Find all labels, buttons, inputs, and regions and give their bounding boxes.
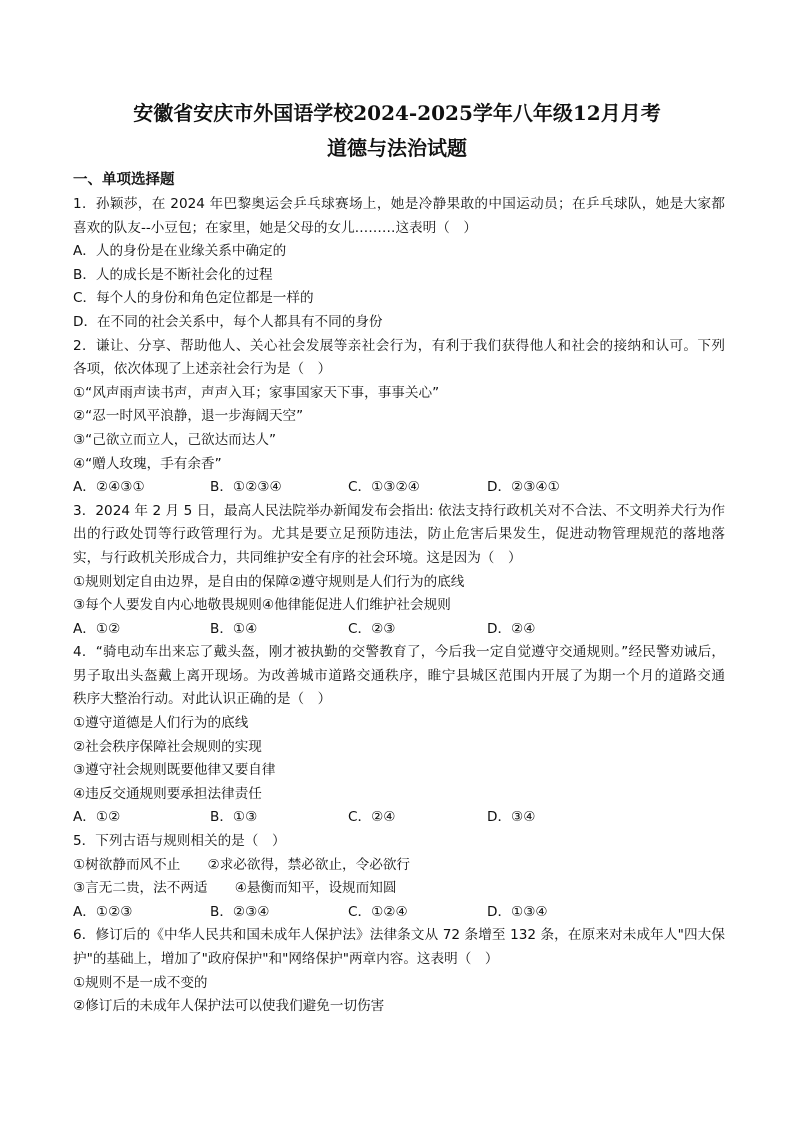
section-heading: 一、单项选择题 [73, 171, 175, 188]
question-stem-line: 实，与行政机关形成合力，共同维护安全有序的社会环境。这是因为（ ） [73, 549, 522, 566]
answer-option: C．①②④ [348, 903, 408, 920]
question-stem-line: 2．谦让、分享、帮助他人、关心社会发展等亲社会行为，有利于我们获得他人和社会的接纳和认可。下列 [73, 337, 725, 354]
question-item: B．人的成长是不断社会化的过程 [73, 266, 273, 283]
exam-subtitle: 道德与法治试题 [327, 136, 467, 160]
answer-option: A．①② [73, 620, 121, 637]
question-item: ①遵守道德是人们行为的底线 [73, 715, 249, 732]
question-item: ①规则划定自由边界，是自由的保障②遵守规则是人们行为的底线 [73, 573, 465, 590]
question-stem-line: 出的行政处罚等行政管理行为。尤其是要立足预防违法，防止危害后果发生，促进动物管理规范的落地落 [73, 526, 725, 543]
question-item: D．在不同的社会关系中，每个人都具有不同的身份 [73, 313, 383, 330]
answer-option: A．②④③① [73, 479, 145, 496]
exam-title: 安徽省安庆市外国语学校2024-2025学年八年级12月月考 [133, 101, 661, 125]
question-item: ③言无二贵，法不两适 ④悬衡而知平，设规而知圆 [73, 880, 397, 897]
answer-option: C．②④ [348, 809, 396, 826]
answer-options [73, 476, 725, 500]
question-item: ③每个人要发自内心地敬畏规则④他律能促进人们维护社会规则 [73, 597, 451, 614]
question-stem-line: 护"的基础上，增加了"政府保护"和"网络保护"两章内容。这表明（ ） [73, 951, 499, 967]
answer-option: C．①③②④ [348, 479, 420, 496]
question-item: C．每个人的身份和角色定位都是一样的 [73, 290, 314, 307]
question-stem-line: 男子取出头盔戴上离开现场。为改善城市道路交通秩序，睢宁县城区范围内开展了为期一个月的道路交通 [73, 667, 725, 684]
question-stem-line: 4．“骑电动车出来忘了戴头盔，刚才被执勤的交警教育了，今后我一定自觉遵守交通规则。”经民警劝诫后， [73, 644, 725, 661]
question-3 [73, 500, 725, 642]
question-item: ②社会秩序保障社会规则的实现 [73, 738, 262, 755]
answer-option: B．①④ [210, 620, 258, 637]
question-2 [73, 335, 725, 500]
question-stem-line: 5．下列古语与规则相关的是（ ） [73, 833, 286, 850]
question-6 [73, 924, 725, 1018]
question-stem-line: 3．2024 年 2 月 5 日，最高人民法院举办新闻发布会指出: 依法支持行政机关对不合法、不文明养犬行为作 [73, 502, 725, 519]
answer-option: D．②④ [487, 620, 536, 637]
answer-option: B．①③ [210, 809, 258, 826]
question-item: A．人的身份是在业缘关系中确定的 [73, 243, 287, 260]
question-item: ③“己欲立而立人，己欲达而达人” [73, 431, 276, 448]
question-stem-line: 6．修订后的《中华人民共和国未成年人保护法》法律条文从 72 条增至 132 条，在原来对未成年人"四大保 [73, 927, 725, 944]
question-4 [73, 641, 725, 830]
question-item: ②“忍一时风平浪静，退一步海阔天空” [73, 408, 304, 425]
question-item: ④“赠人玫瑰，手有余香” [73, 455, 222, 472]
question-stem-line: 1．孙颖莎，在 2024 年巴黎奥运会乒乓球赛场上，她是冷静果敢的中国运动员；在乒乓球队，她是大家都 [73, 196, 725, 212]
question-stem-line: 各项，依次体现了上述亲社会行为是（ ） [73, 361, 332, 378]
answer-option: A．①②③ [73, 903, 133, 920]
answer-options [73, 618, 725, 642]
answer-option: B．①②③④ [210, 479, 282, 496]
answer-option: D．③④ [487, 809, 536, 826]
answer-option: A．①② [73, 809, 121, 826]
question-item: ①规则不是一成不变的 [73, 974, 208, 991]
answer-option: D．①③④ [487, 903, 548, 920]
answer-options [73, 806, 725, 830]
question-stem-line: 喜欢的队友--小豆包；在家里，她是父母的女儿………这表明（ ） [73, 219, 478, 236]
question-5 [73, 830, 725, 924]
answer-option: D．②③④① [487, 479, 560, 496]
question-item: ④违反交通规则要承担法律责任 [73, 785, 262, 802]
answer-option: B．②③④ [210, 903, 270, 920]
question-item: ②修订后的未成年人保护法可以使我们避免一切伤害 [73, 998, 385, 1015]
answer-options [73, 901, 725, 925]
answer-option: C．②③ [348, 620, 396, 637]
question-list [73, 193, 725, 1019]
question-1 [73, 193, 725, 335]
question-item: ①树欲静而风不止 ②求必欲得，禁必欲止，令必欲行 [73, 856, 411, 873]
question-item: ③遵守社会规则既要他律又要自律 [73, 762, 276, 779]
question-item: ①“风声雨声读书声，声声入耳；家事国家天下事，事事关心” [73, 384, 440, 401]
question-stem-line: 秩序大整治行动。对此认识正确的是（ ） [73, 691, 332, 708]
